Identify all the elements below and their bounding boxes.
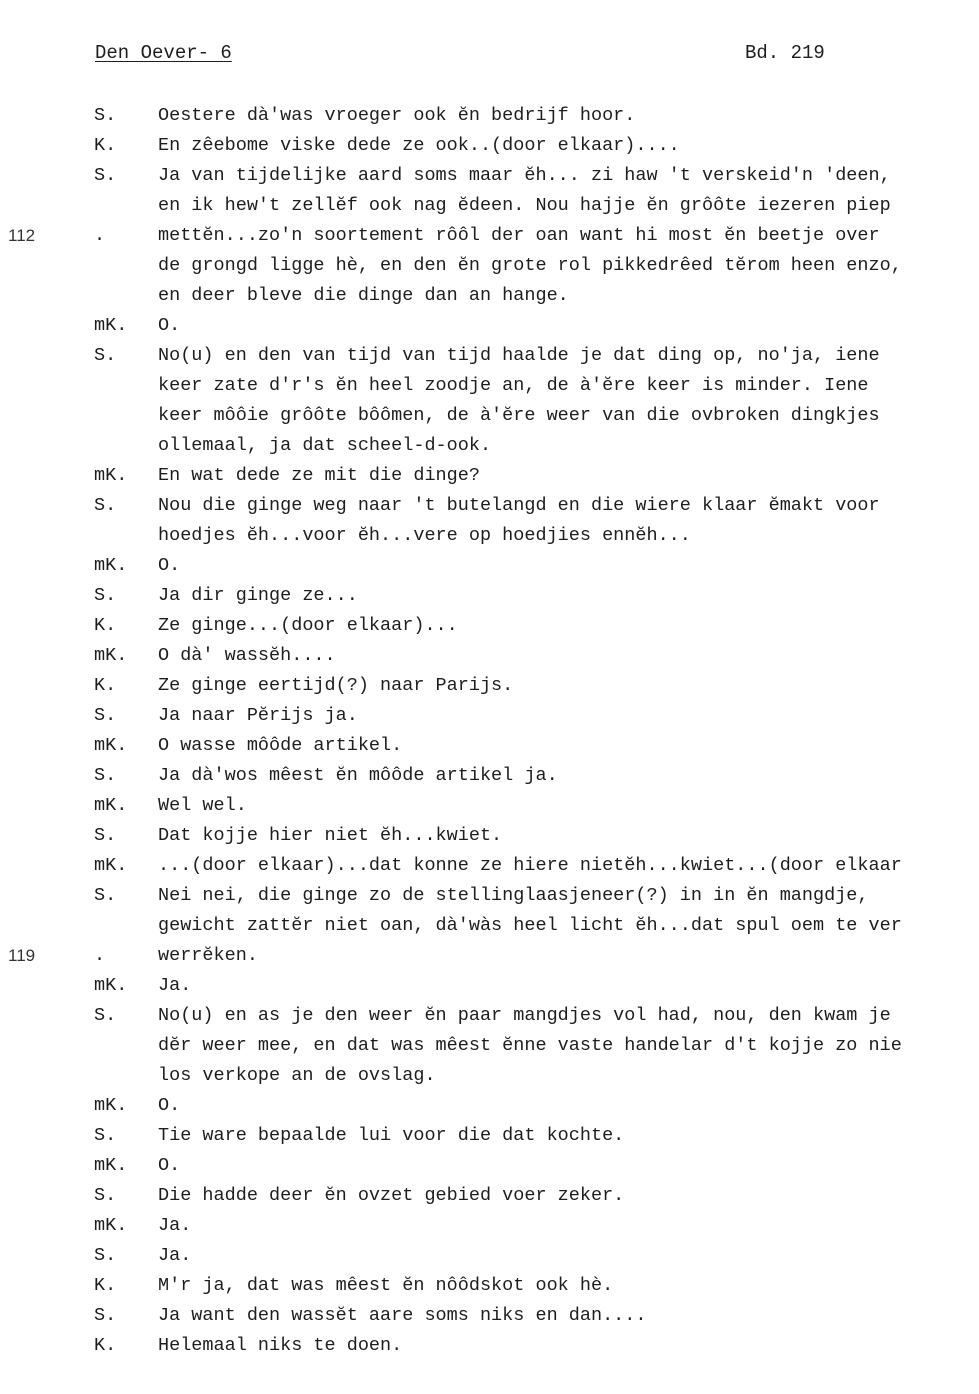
transcript-line [0,1181,979,1211]
transcript-line [0,911,979,941]
utterance-text: Wel wel. [158,795,247,816]
transcript-line [0,941,979,971]
speaker-label: S. [94,345,117,366]
transcript-line [0,1061,979,1091]
transcript-line [0,251,979,281]
utterance-text: O. [158,1155,181,1176]
transcript-line [0,641,979,671]
speaker-label: S. [94,1305,117,1326]
transcript-line [0,701,979,731]
transcript-line [0,221,979,251]
utterance-text: Ja dà'wos mêest ĕn môôde artikel ja. [158,765,558,786]
utterance-text: de grongd ligge hè, en den ĕn grote rol pikkedrêed tĕrom heen enzo, [158,255,902,276]
utterance-text: Ze ginge...(door elkaar)... [158,615,458,636]
utterance-text: dĕr weer mee, en dat was mêest ĕnne vaste handelar d't kojje zo nie [158,1035,902,1056]
transcript-line [0,581,979,611]
utterance-text: ollemaal, ja dat scheel-d-ook. [158,435,492,456]
speaker-label: S. [94,585,117,606]
utterance-text: mettĕn...zo'n soortement rôôl der oan want hi most ĕn beetje over [158,225,880,246]
utterance-text: Ze ginge eertijd(?) naar Parijs. [158,675,514,696]
transcript-line [0,161,979,191]
speaker-label: K. [94,1335,117,1356]
utterance-text: Ja. [158,975,192,996]
transcript-line [0,551,979,581]
line-number: 119 [8,946,36,965]
speaker-label: mK. [94,1215,128,1236]
utterance-text: Ja. [158,1245,192,1266]
speaker-label: mK. [94,735,128,756]
speaker-label: S. [94,765,117,786]
utterance-text: O. [158,1095,181,1116]
utterance-text: En wat dede ze mit die dinge? [158,465,480,486]
utterance-text: hoedjes ĕh...voor ĕh...vere op hoedjies ennĕh... [158,525,691,546]
transcript-line [0,1151,979,1181]
speaker-label: S. [94,1185,117,1206]
transcript-line [0,851,979,881]
transcript-line [0,1031,979,1061]
utterance-text: O wasse môôde artikel. [158,735,403,756]
speaker-label: mK. [94,315,128,336]
utterance-text: Tie ware bepaalde lui voor die dat kochte. [158,1125,625,1146]
utterance-text: los verkope an de ovslag. [158,1065,436,1086]
speaker-label: . [94,225,106,246]
utterance-text: Nou die ginge weg naar 't butelangd en die wiere klaar ĕmakt voor [158,495,880,516]
transcript-line [0,431,979,461]
utterance-text: ...(door elkaar)...dat konne ze hiere nietĕh...kwiet...(door elkaar [158,855,902,876]
speaker-label: S. [94,1005,117,1026]
utterance-text: Ja. [158,1215,192,1236]
utterance-text: O. [158,555,181,576]
speaker-label: K. [94,675,117,696]
transcript-line [0,461,979,491]
line-number: 112 [8,226,36,245]
transcript-line [0,371,979,401]
transcript-line [0,761,979,791]
transcript-line [0,1211,979,1241]
utterance-text: Ja van tijdelijke aard soms maar ĕh... zi haw 't verskeid'n 'deen, [158,165,891,186]
transcript-line [0,191,979,221]
transcript-line [0,881,979,911]
speaker-label: mK. [94,975,128,996]
speaker-label: mK. [94,555,128,576]
transcript-line [0,311,979,341]
speaker-label: mK. [94,1095,128,1116]
transcript-line [0,101,979,131]
speaker-label: S. [94,1245,117,1266]
speaker-label: S. [94,885,117,906]
utterance-text: keer zate d'r's ĕn heel zoodje an, de à'ĕre keer is minder. Iene [158,375,869,396]
utterance-text: O. [158,315,181,336]
speaker-label: mK. [94,1155,128,1176]
speaker-label: . [94,945,106,966]
utterance-text: Nei nei, die ginge zo de stellinglaasjeneer(?) in in ĕn mangdje, [158,885,869,906]
utterance-text: O dà' wassĕh.... [158,645,336,666]
speaker-label: mK. [94,645,128,666]
utterance-text: Dat kojje hier niet ĕh...kwiet. [158,825,503,846]
utterance-text: gewicht zattĕr niet oan, dà'wàs heel licht ĕh...dat spul oem te ver [158,915,902,936]
utterance-text: M'r ja, dat was mêest ĕn nôôdskot ook hè. [158,1275,614,1296]
transcript-line [0,341,979,371]
utterance-text: en ik hew't zellĕf ook nag ĕdeen. Nou hajje ĕn grôôte iezeren piep [158,195,891,216]
transcript-line [0,671,979,701]
transcript-body [0,101,979,1361]
utterance-text: Oestere dà'was vroeger ook ĕn bedrijf hoor. [158,105,636,126]
utterance-text: Ja want den wassĕt aare soms niks en dan.... [158,1305,647,1326]
page-header-title: Den Oever- 6 [95,42,232,64]
speaker-label: S. [94,825,117,846]
transcript-line [0,491,979,521]
speaker-label: S. [94,1125,117,1146]
transcript-line [0,731,979,761]
utterance-text: Die hadde deer ĕn ovzet gebied voer zeker. [158,1185,625,1206]
speaker-label: S. [94,705,117,726]
transcript-line [0,281,979,311]
transcript-line [0,1001,979,1031]
transcript-line [0,401,979,431]
speaker-label: mK. [94,855,128,876]
utterance-text: Ja dir ginge ze... [158,585,358,606]
utterance-text: Ja naar Pĕrijs ja. [158,705,358,726]
utterance-text: keer môôie grôôte bôômen, de à'ĕre weer van die ovbroken dingkjes [158,405,880,426]
utterance-text: werrĕken. [158,945,258,966]
transcript-line [0,1091,979,1121]
speaker-label: S. [94,165,117,186]
utterance-text: Helemaal niks te doen. [158,1335,403,1356]
speaker-label: mK. [94,465,128,486]
utterance-text: En zêebome viske dede ze ook..(door elkaar).... [158,135,680,156]
transcript-line [0,1331,979,1361]
transcript-line [0,1301,979,1331]
utterance-text: en deer bleve die dinge dan an hange. [158,285,569,306]
transcript-line [0,521,979,551]
transcript-line [0,1241,979,1271]
speaker-label: S. [94,105,117,126]
speaker-label: K. [94,615,117,636]
speaker-label: K. [94,1275,117,1296]
speaker-label: mK. [94,795,128,816]
transcript-line [0,1121,979,1151]
utterance-text: No(u) en den van tijd van tijd haalde je dat ding op, no'ja, iene [158,345,880,366]
speaker-label: K. [94,135,117,156]
utterance-text: No(u) en as je den weer ĕn paar mangdjes vol had, nou, den kwam je [158,1005,891,1026]
transcript-line [0,791,979,821]
transcript-line [0,131,979,161]
speaker-label: S. [94,495,117,516]
transcript-line [0,611,979,641]
page-header-reference: Bd. 219 [745,42,825,64]
transcript-line [0,821,979,851]
transcript-line [0,1271,979,1301]
transcript-line [0,971,979,1001]
